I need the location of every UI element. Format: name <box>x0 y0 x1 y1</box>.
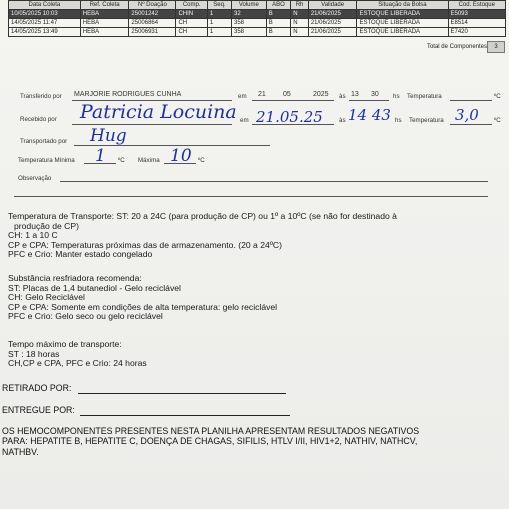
transferido-hs-label: hs <box>393 93 400 100</box>
table-cell: E5093 <box>448 10 506 19</box>
notice-line-3: NATHBV. <box>2 446 39 457</box>
entregue-underline <box>80 415 290 416</box>
table-cell: N <box>291 19 309 28</box>
tempo-block <box>8 340 498 369</box>
col-validade: Validade <box>308 1 357 10</box>
temp-max-deg-c: ºC <box>198 157 205 164</box>
temp-max-label: Máxima <box>138 157 160 164</box>
table-cell: 25001242 <box>129 10 176 19</box>
table-cell: HEBA <box>80 28 129 37</box>
table-cell: 25006931 <box>129 28 176 37</box>
transferido-date-underline <box>252 100 334 101</box>
substancia-title: Substância resfriadora recomenda: <box>8 273 142 283</box>
table-cell: 21/06/2025 <box>308 19 357 28</box>
table-cell: 358 <box>231 19 266 28</box>
recebido-label: Recebido por <box>20 116 57 123</box>
component-table <box>8 0 506 37</box>
table-cell: ESTOQUE LIBERADA <box>357 10 448 19</box>
table-cell: B <box>266 28 291 37</box>
transportado-label: Transportado por <box>20 138 68 145</box>
table-cell: HEBA <box>80 19 129 28</box>
table-cell: ESTOQUE LIBERADA <box>357 19 448 28</box>
col-situacao: Situação da Bolsa <box>357 1 448 10</box>
recebido-em-label: em <box>240 117 249 124</box>
tempo-ch: CH,CP e CPA, PFC e Crio: 24 horas <box>8 358 147 369</box>
table-cell: B <box>266 19 291 28</box>
recebido-temp-underline <box>450 124 492 125</box>
col-volume: Volume <box>231 1 266 10</box>
temp-max-underline <box>164 163 196 164</box>
table-header-row <box>9 1 506 10</box>
recebido-hs-label: hs <box>395 117 402 124</box>
recebido-temp-label: Temperatura <box>409 117 444 124</box>
table-cell: 1 <box>207 28 231 37</box>
tempo-title: Tempo máximo de transporte: <box>8 339 122 349</box>
recebido-date-underline <box>252 124 334 125</box>
temp-transport-cp: CP e CPA: Temperaturas próximas das de armazenamento. (20 a 24ºC) <box>8 239 282 250</box>
recebido-deg-c: ºC <box>494 117 501 124</box>
col-num-doacao: Nº Doação <box>129 1 176 10</box>
table-cell: 10/05/2025 10:03 <box>9 10 81 19</box>
transferido-name: MARJORIE RODRIGUES CUNHA <box>74 91 182 98</box>
col-rh: Rh <box>291 1 309 10</box>
substancia-pfc: PFC e Crio: Gelo seco ou gelo reciclável <box>8 311 163 322</box>
col-data-coleta: Data Coleta <box>9 1 81 10</box>
transferido-minute: 30 <box>371 91 379 98</box>
table-cell: N <box>291 10 309 19</box>
retirado-underline <box>78 393 286 394</box>
component-table-container <box>8 0 506 44</box>
table-row <box>9 19 506 28</box>
transferido-label: Transferido por <box>20 93 62 100</box>
transferido-temp-underline <box>450 100 492 101</box>
recebido-temp-value: 3,0 <box>455 106 479 124</box>
col-ref-coleta: Ref. Coleta <box>80 1 129 10</box>
table-cell: 1 <box>207 19 231 28</box>
table-cell: 1 <box>207 10 231 19</box>
temp-min-label: Temperatura Mínima <box>18 157 75 164</box>
table-cell: 25006864 <box>129 19 176 28</box>
table-cell: E8514 <box>448 19 506 28</box>
table-cell: B <box>266 10 291 19</box>
temp-transport-pfc: PFC e Crio: Manter estado congelado <box>8 249 153 260</box>
table-cell: CHIN <box>176 10 207 19</box>
temp-min-deg-c: ºC <box>118 157 125 164</box>
substancia-cp: CP e CPA: Somente em condições de alta temperatura: gelo reciclável <box>8 301 278 312</box>
total-components-label: Total de Componentes <box>426 44 487 50</box>
total-components-value: 3 <box>487 41 505 53</box>
notice-line-1: OS HEMOCOMPONENTES PRESENTES NESTA PLANILHA APRESENTAM RESULTADOS NEGATIVOS <box>2 426 420 436</box>
notice-line-2: PARA: HEPATITE B, HEPATITE C, DOENÇA DE CHAGAS, SIFILIS, HTLV I/II, HIV1+2, NATHIV, NATHCV, <box>2 436 418 447</box>
temp-min-underline <box>84 163 116 164</box>
table-row <box>9 28 506 37</box>
negative-results-notice <box>2 426 497 457</box>
instructions-block <box>8 212 498 260</box>
recebido-as-label: às <box>339 117 346 124</box>
table-cell: 21/06/2025 <box>308 28 357 37</box>
col-seq: Seq. <box>207 1 231 10</box>
transferido-day: 21 <box>258 91 266 98</box>
transferido-month: 05 <box>283 91 291 98</box>
col-abo: ABO <box>266 1 291 10</box>
recebido-date: 21.05.25 <box>256 108 323 126</box>
tempo-st: ST : 18 horas <box>8 348 60 359</box>
table-cell: N <box>291 28 309 37</box>
table-cell: 21/06/2025 <box>308 10 357 19</box>
col-comp: Comp. <box>176 1 207 10</box>
entregue-label: ENTREGUE POR: <box>2 405 75 415</box>
temp-transport-title-cont: produção de CP) <box>14 220 79 231</box>
observacao-underline-1 <box>60 181 488 182</box>
table-cell: CH <box>176 28 207 37</box>
temp-transport-title: Temperatura de Transporte: ST: 20 a 24C (para produção de CP) ou 1º a 10ºC (se não for destinado à <box>8 211 397 221</box>
col-cod-estoque: Cod. Estoque <box>448 1 506 10</box>
table-row <box>9 10 506 19</box>
recebido-time: 14 43 <box>348 106 391 124</box>
observacao-underline-2 <box>14 196 488 197</box>
transferido-as-label: às <box>339 93 346 100</box>
substancia-st: ST: Placas de 1,4 butanediol - Gelo reciclável <box>8 282 181 293</box>
temp-min-value: 1 <box>95 146 106 166</box>
transferido-em-label: em <box>238 93 247 100</box>
table-cell: 32 <box>231 10 266 19</box>
substancia-block <box>8 274 498 322</box>
temp-transport-ch: CH: 1 a 10 C <box>8 230 58 241</box>
table-cell: 14/05/2025 11:47 <box>9 19 81 28</box>
table-cell: CH <box>176 19 207 28</box>
retirado-label: RETIRADO POR: <box>2 383 72 393</box>
recebido-underline <box>72 124 232 125</box>
table-cell: 14/05/2025 13:49 <box>9 28 81 37</box>
table-cell: ESTOQUE LIBERADA <box>357 28 448 37</box>
table-cell: HEBA <box>80 10 129 19</box>
observacao-label: Observação <box>18 175 52 182</box>
transferido-deg-c: ºC <box>494 93 501 100</box>
transferido-hour: 13 <box>351 91 359 98</box>
transferido-temp-label: Temperatura <box>407 93 442 100</box>
substancia-ch: CH: Gelo Reciclável <box>8 292 85 303</box>
transferido-year: 2025 <box>313 91 329 98</box>
temp-max-value: 10 <box>170 146 192 166</box>
table-cell: E7420 <box>448 28 506 37</box>
table-cell: 358 <box>231 28 266 37</box>
transportado-value: Hug <box>90 126 127 146</box>
transferido-time-underline <box>349 100 389 101</box>
recebido-signature: Patricia Locuina <box>80 101 237 123</box>
